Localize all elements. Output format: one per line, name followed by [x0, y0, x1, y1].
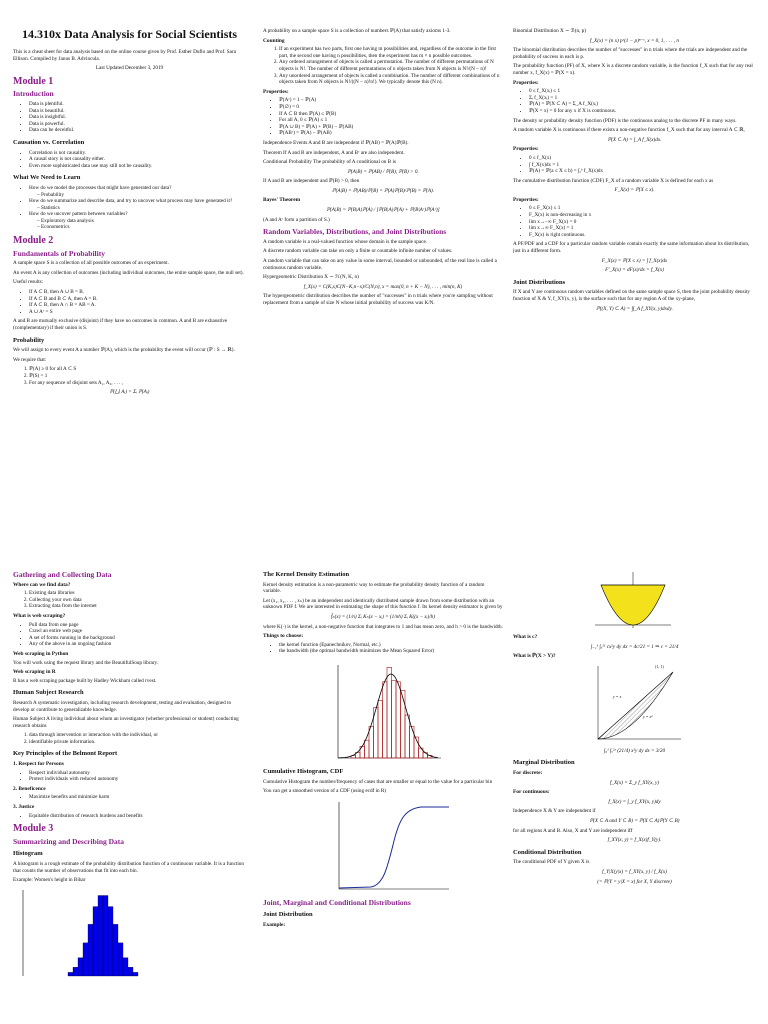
binomial-heading: Binomial Distribution X ∼ ℬ(n, p) [513, 28, 586, 34]
list-item: • 0 ≤ f_X(x) [529, 155, 756, 162]
continuous-def-text: A random variable X is continuous if there exists a non-negative function f_X such that for any interval A ⊂ ℝ, [513, 127, 745, 134]
introduction-heading: Introduction [13, 89, 54, 99]
axioms-list [13, 366, 246, 386]
hypergeometric-heading: Hypergeometric Distribution X ∼ ℋ(N, K, n) [263, 274, 359, 281]
histogram-bar [78, 957, 83, 975]
jmc-heading: Joint, Marginal and Conditional Distributions [263, 897, 411, 907]
what-is-c-label: What is c? [513, 634, 538, 640]
probability-heading: Probability [13, 336, 45, 344]
histogram-bar [83, 943, 88, 976]
kde-bar [369, 726, 374, 758]
list-item: • ℙ(A ∪ B) = ℙ(A) + ℙ(B) − ℙ(AB) [279, 124, 503, 131]
list-item: 3. For any sequence of disjoint sets A₁, A₂, . . . , [29, 380, 246, 387]
kde-heading: The Kernel Density Estimation [263, 571, 350, 578]
list-item: • How do we uncover pattern between variables? [29, 211, 246, 218]
cond-indep-text: If A and B are independent and ℙ(B) > 0, then [263, 178, 360, 185]
list-item: • Σᵢ f_X(xᵢ) = 1 [529, 95, 756, 102]
list-item: • A ∪ Aᶜ = S [29, 309, 246, 316]
list-item: • A set of forms running in the background [29, 635, 246, 642]
cumulative-heading: Cumulative Histogram, CDF [263, 767, 344, 775]
hsr-heading: Human Subject Research [13, 689, 84, 697]
principle-1: 1. Respect for Persons [13, 761, 64, 768]
exclusive-text: A and B are mutually exclusive (disjoint) if they have no outcomes in common. A and B are exhaustive (complementary) if their union is S. [13, 318, 228, 331]
for-discrete-label: For discrete: [513, 769, 543, 776]
pdf-properties-list [513, 155, 756, 175]
kde-bar [423, 752, 428, 757]
principle-3: 3. Justice [13, 804, 35, 811]
list-item: • F_X(x) is non-decreasing in x [529, 212, 756, 219]
region-figure [593, 664, 756, 744]
results-list [13, 289, 246, 315]
list-item: • 0 ≤ F_X(x) ≤ 1 [529, 205, 756, 212]
cdf-chart [331, 799, 451, 894]
list-item: 2. Collecting your own data [29, 597, 246, 604]
list-item: • Even more sophisticated data use may still not be causality. [29, 163, 246, 170]
list-item: • Equitable distribution of research burdens and benefits [29, 813, 246, 820]
page-title: 14.310x Data Analysis for Social Scientists [21, 28, 238, 41]
choose-list [263, 642, 503, 655]
list-item: 1. If an experiment has two parts, first one having m possibilities and, regardless of the outcome in the first part, the second one having n possibilities, then the experiment has m × n possible outcomes. [279, 46, 503, 59]
list-item: • Correlation is not causality. [29, 150, 246, 157]
sample-space-text: A sample space S is a collection of all possible outcomes of an experiment. [13, 260, 169, 267]
histogram-bar [123, 957, 128, 975]
p2-list [13, 794, 246, 801]
cdf-equation: F_X(x) = ℙ(X ≤ x). [614, 187, 655, 194]
need-to-learn-heading: What We Need to Learn [13, 174, 81, 182]
conditional-text: The conditional PDF of Y given X is [513, 859, 590, 866]
useful-results-label: Useful results: [13, 279, 44, 286]
list-item: • A causal story is not causality either. [29, 156, 246, 163]
column-1 [13, 28, 246, 538]
histogram-figure [13, 888, 246, 978]
list-item: • Respect individual autonomy [29, 770, 246, 777]
column-1-bottom [13, 566, 246, 1024]
column-2 [263, 28, 503, 538]
histogram-bar [133, 972, 138, 976]
kde-bar [410, 726, 415, 758]
parabola-region-graph [593, 570, 673, 630]
histogram-bar [93, 906, 98, 975]
list-item: • Pull data from one page [29, 622, 246, 629]
cdf-properties-list [513, 205, 756, 238]
joint-heading: Joint Distributions [513, 278, 566, 286]
histogram-text: A histogram is a rough estimate of the probability distribution function of a continuous variable. It is a function that counts the number of observations that fit into each bin. [13, 861, 244, 874]
event-text: An event A is any collection of outcomes (including individual outcomes, the entire sample space, the null set). [13, 269, 244, 276]
joint-text: If X and Y are continuous random variables defined on the same sample space S, then the joint probability density function of X & Y, f_XY(x, y), is the surface such that for any region A of the xy-plane, [513, 289, 751, 302]
research-text: Research A systematic investigation, including research development, testing and evaluation, designed to develop or contribute to generalizable knowledge. [13, 699, 232, 713]
joint-distribution-heading: Joint Distribution [263, 911, 313, 919]
what-is-c-equation: ∫₋₁¹ ∫ₓ²¹ cx²y dy dx = 4c/21 = 1 ⇒ c = 21/4 [590, 643, 679, 650]
histogram-bar [118, 943, 123, 976]
kde-bar [387, 667, 392, 758]
kde-bar [405, 715, 410, 758]
cumulative-text: Cumulative Histogram the number/frequency of cases that are smaller or equal to the value for a particular bin [263, 778, 493, 785]
list-item: 3. Extracting data from the internet [29, 603, 246, 610]
list-item: • lim x→−∞ F_X(x) = 0 [529, 219, 756, 226]
axiom-equation: ℙ(⋃ᵢ Aᵢ) = Σᵢ ℙ(Aᵢ) [109, 389, 150, 396]
curve-label: y = x² [643, 713, 653, 719]
independence-text-2: for all regions A and B. Also, X and Y are independent iff [513, 827, 633, 834]
continuous-text: A random variable that can take on any value in some interval, bounded or unbounded, of the real line is called a continuous random variable. [263, 258, 497, 271]
example-label: Example: [263, 921, 286, 928]
need-list [13, 185, 246, 231]
list-item: • Crawl an entire web page [29, 628, 246, 635]
kde-figure [333, 663, 503, 763]
properties-heading: Properties: [263, 88, 289, 95]
list-item: – Statistics [41, 205, 246, 212]
pf-properties-list [513, 88, 756, 114]
joint-equation: ℙ((X, Y) ⊂ A) = ∫∫_A f_XY(x, y)dxdy. [596, 305, 673, 312]
conditional-equation: f_Y|X(y|x) = f_XY(x, y) / f_X(x) [602, 868, 667, 875]
module-2-title: Module 2 [13, 235, 54, 247]
list-item: 2. ℙ(S) = 1 [29, 373, 246, 380]
belmont-heading: Key Principles of the Belmont Report [13, 750, 118, 758]
binomial-text: The binomial distribution describes the number of "successes" in n trials where the trials are independent and the probability of success in each is p. [513, 47, 748, 60]
list-item: • If A ⊂ B, then A ∪ B = B. [29, 289, 246, 296]
list-item: • Any of the above in an ongoing fashion [29, 641, 246, 648]
causation-list [13, 150, 246, 170]
list-item: 2. Any ordered arrangement of objects is called a permutation. The number of different permutations of N objects is N!. The number of different permutations of n objects taken from N objects is N!/(N − n)! [279, 59, 503, 72]
list-item: 1. ℙ(A) ≥ 0 for all A ⊂ S [29, 366, 246, 373]
kde-bar [365, 740, 370, 758]
where-label: Where can we find data? [13, 581, 71, 588]
independence-equation-2: f_XY(x, y) = f_X(x)f_Y(y). [607, 837, 662, 844]
list-item: • For all A, 0 ≤ ℙ(A) ≤ 1 [279, 117, 503, 124]
bayes-heading: Bayes' Theorem [263, 197, 301, 204]
kde-bar [378, 700, 383, 758]
kde-bar [383, 682, 388, 758]
list-item: • ℙ(Aᶜ) = 1 − ℙ(A) [279, 97, 503, 104]
counting-list [263, 46, 503, 86]
cumulative-text-2: You can get a smoothed version of a CDF (using ecdf in R) [263, 788, 387, 795]
point-label: (1, 1) [655, 663, 664, 669]
discrete-text: A discrete random variable can take on only a finite or countable infinite number of values. [263, 248, 453, 255]
parabola-figure [593, 570, 756, 630]
list-item: • the bandwidth (the optimal bandwidth minimizes the Mean Squared Error) [279, 648, 503, 655]
histogram-chart [13, 888, 163, 978]
hs-list [13, 732, 246, 745]
list-item: 2. identifiable private information. [29, 739, 246, 746]
list-item: • ℙ(A) = ℙ(X ⊂ A) = Σ_A f_X(xᵢ) [529, 101, 756, 108]
fundamentals-heading: Fundamentals of Probability [13, 248, 105, 258]
list-item: • If A ⊂ B then ℙ(A) ≤ ℙ(B) [279, 111, 503, 118]
line-label: y = x [613, 693, 622, 699]
p3-list [13, 813, 246, 820]
list-item: • How do we model the processes that might have generated our data? [29, 185, 246, 192]
where-list [13, 590, 246, 610]
marginal-heading: Marginal Distribution [513, 759, 575, 767]
list-item: 1. data through intervention or interaction with the individual, or [29, 732, 246, 739]
intro-text: This is a cheat sheet for data analysis based on the online course given by Prof. Esther Duflo and Prof. Sara Ellison. Compiled by Janus B. Advincula. [13, 49, 237, 62]
xy-region-graph [593, 664, 683, 744]
list-item: • 0 ≤ f_X(xᵢ) ≤ 1 [529, 88, 756, 95]
independence-text: Independence Events A and B are independent if ℙ(AB) = ℙ(A)ℙ(B). [263, 139, 409, 146]
rv-heading: Random Variables, Distributions, and Joint Distributions [263, 227, 447, 237]
summarizing-heading: Summarizing and Describing Data [13, 836, 125, 846]
list-item: • If A ⊂ B and B ⊂ A, then A = B. [29, 296, 246, 303]
hypergeometric-equation: f_X(x) = C(K,x)C(N−K,n−x)/C(N,n), x = max(0, n + K − N), . . . , min(n, K) [303, 283, 463, 290]
column-2-bottom [263, 566, 503, 1024]
kde-where-text: where K(·) is the kernel, a non-negative function that integrates to 1 and has mean zero, and h > 0 is the bandwidth. [263, 623, 503, 630]
probability-text: We will assign to every event A a number ℙ(A), which is the probability the event will occur (ℙ : S → ℝ). [13, 347, 235, 354]
list-item: 1. Existing data libraries [29, 590, 246, 597]
binomial-equation: f_X(x) = (n x) pˣ(1 − p)ⁿ⁻ˣ, x = 0, 1, . . . , n [590, 37, 679, 44]
discrete-marginal-equation: f_X(x) = Σ_y f_XY(x, y) [609, 779, 660, 786]
histogram-bar [68, 972, 73, 976]
module-3-title: Module 3 [13, 823, 54, 835]
continuous-marginal-equation: f_X(x) = ∫_y f_XY(x, y)dy [608, 798, 661, 805]
r-text: R has a web scraping package built by Hadley Wickham called rvest. [13, 677, 157, 684]
histogram-bar [113, 924, 118, 976]
pdf-text: The density or probability density function (PDF) is the continuous analog to the discrete PF in many ways. [513, 117, 737, 124]
list-item: 3. Any unordered arrangement of objects is called a combination. The number of different combinations of n objects taken from N objects is N!/((N − n)!n!). We typically denote this (N n). [279, 73, 503, 86]
column-3 [513, 28, 756, 538]
kde-bar [401, 690, 406, 758]
scrape-label: What is web scraping? [13, 612, 66, 619]
histogram-example: Example: Women's height in Bihar [13, 877, 86, 884]
histogram-bar [128, 967, 133, 976]
kde-text: Kernel density estimation is a non-parametric way to estimate the probability density function of a random variable. [263, 581, 485, 595]
last-updated: Last Updated December 3, 2019 [95, 65, 164, 72]
independence-text: Independence X & Y are independent if [513, 808, 596, 815]
r-label: Web scraping in R [13, 669, 56, 676]
list-item: – Econometrics [41, 224, 246, 231]
require-label: We require that: [13, 356, 47, 363]
histogram-bar [103, 895, 108, 975]
list-item: • Data is beautiful. [29, 108, 246, 115]
choose-label: Things to choose: [263, 633, 304, 640]
counting-heading: Counting [263, 37, 285, 44]
p1-list [13, 770, 246, 783]
list-item: • Data is insightful. [29, 114, 246, 121]
properties-heading: Properties: [513, 196, 539, 203]
python-label: Web scraping in Python [13, 650, 69, 657]
what-is-p-equation: ∫₀¹ ∫ₓ²ˣ (21/4) x²y dy dx = 3/20 [603, 747, 666, 754]
kde-text-2: Let (x₁, x₂, . . . , xₙ) be an independent and identically distributed sample drawn from some distribution with an unknown PDF f. We are interested in estimating the shape of this function f. Its kernel density estimator is given by [263, 597, 503, 611]
list-item: • ℙ(X = x) = 0 for any x if X is continuous. [529, 108, 756, 115]
list-item: • Data is plentiful. [29, 101, 246, 108]
pf-cdf-equation-2: F′_X(x) = dF(x)/dx = f_X(x) [605, 267, 664, 274]
list-item: • ℙ(∅) = 0 [279, 104, 503, 111]
scrape-list [13, 622, 246, 648]
histogram-bar [98, 895, 103, 975]
hypergeometric-text: The hypergeometric distribution describes the number of "successes" in n trials where you're sampling without replacement from a sample of size N whose initial probability of success was K/N. [263, 293, 493, 306]
cdf-text: The cumulative distribution function (CDF) F_X of a random variable X is defined for each x as [513, 177, 714, 184]
rv-def-text: A random variable is a real-valued function whose domain is the sample space. [263, 238, 428, 245]
partition-text: (A and Aᶜ form a partition of S.) [263, 216, 330, 223]
properties-list [263, 97, 503, 137]
density-curve [338, 674, 438, 758]
bayes-equation: ℙ(A|B) = ℙ(B|A)ℙ(A) / [ℙ(B|A)ℙ(A) + ℙ(B|Aᶜ)ℙ(Aᶜ)] [326, 207, 440, 214]
conditional-note: (= ℙ(Y = y|X = x) for X, Y discrete) [597, 878, 672, 885]
what-is-p-label: What is ℙ(X > Y)? [513, 653, 556, 660]
list-item: • Data can be deceitful. [29, 127, 246, 134]
properties-heading: Properties: [513, 79, 539, 86]
list-item: – Exploratory data analysis [41, 218, 246, 225]
conditional-text: Conditional Probability The probability of A conditional on B is [263, 159, 396, 166]
list-item: • ℙ(ABᶜ) = ℙ(A) − ℙ(AB) [279, 130, 503, 137]
list-item: • lim x→∞ F_X(x) = 1 [529, 225, 756, 232]
histogram-bar [73, 967, 78, 976]
list-item: • Maximize benefits and minimize harm [29, 794, 246, 801]
kde-histogram-chart [333, 663, 443, 763]
cond-indep-equation: ℙ(A|B) = ℙ(AB)/ℙ(B) = ℙ(A)ℙ(B)/ℙ(B) = ℙ(A). [331, 187, 435, 194]
cdf-figure [331, 799, 503, 894]
conditional-equation: ℙ(A|B) = ℙ(AB) / ℙ(B), ℙ(B) > 0. [347, 168, 419, 175]
pf-text: The probability function (PF) of X, where X is a discrete random variable, is the function f_X such that for any real number x, f_X(x) = ℙ(X = x). [513, 63, 753, 76]
list-item: • ∫ f_X(x)dx = 1 [529, 162, 756, 169]
properties-heading: Properties: [513, 146, 539, 153]
list-item: • How do we summarize and describe data, and try to uncover what process may have generated it? [29, 198, 246, 205]
column-3-bottom [513, 566, 756, 1024]
gathering-heading: Gathering and Collecting Data [13, 570, 112, 579]
histogram-heading: Histogram [13, 850, 43, 858]
histogram-bar [108, 906, 113, 975]
continuous-equation: ℙ(X ⊂ A) = ∫_A f_X(x)dx. [607, 136, 662, 143]
principle-2: 2. Beneficence [13, 785, 46, 792]
kde-equation: f̂ₕ(x) = (1/n) Σᵢ Kₕ(x − xᵢ) = (1/nh) Σᵢ K((x − xᵢ)/h) [331, 613, 435, 620]
causation-heading: Causation vs. Correlation [13, 138, 85, 146]
list-item: • If A ⊂ B, then A ∩ B = AB = A. [29, 302, 246, 309]
human-subject-text: Human Subject A living individual about whom an investigator (whether professional or student) conducting research obtains [13, 716, 239, 729]
pf-cdf-equation-1: F_X(x) = ℙ(X ≤ x) = ∫ f_X(x)dx [601, 257, 668, 264]
python-text: You will work using the request library and the BeautifulSoup library. [13, 659, 159, 666]
theorem-text: Theorem If A and B are independent, A and Bᶜ are also independent. [263, 149, 405, 156]
kde-bar [392, 681, 397, 758]
independence-equation: ℙ(X ⊂ A and Y ⊂ B) = ℙ(X ⊂ A)ℙ(Y ⊂ B) [589, 817, 680, 824]
list-item: • Protect individuals with reduced autonomy [29, 776, 246, 783]
intro-list [13, 101, 246, 134]
kde-bar [396, 682, 401, 758]
list-item: • Data is powerful. [29, 121, 246, 128]
module-1-title: Module 1 [13, 75, 54, 87]
conditional-heading: Conditional Distribution [513, 848, 582, 856]
prob-def-text: A probability on a sample space S is a collection of numbers ℙ(A) that satisfy axioms 1-3. [263, 28, 451, 34]
list-item: • the kernel function (Epanechnikov, Normal, etc.) [279, 642, 503, 649]
for-continuous-label: For continuous: [513, 789, 550, 796]
histogram-bar [88, 924, 93, 976]
list-item: – Probability [41, 192, 246, 199]
list-item: • ℙ(A) = ℙ(a ≤ X ≤ b) = ∫ₐᵇ f_X(x)dx [529, 168, 756, 175]
pf-cdf-text: A PF/PDF and a CDF for a particular random variable contain exactly the same information about its distribution, just in a different form. [513, 241, 750, 255]
list-item: • F_X(x) is right continuous. [529, 232, 756, 239]
